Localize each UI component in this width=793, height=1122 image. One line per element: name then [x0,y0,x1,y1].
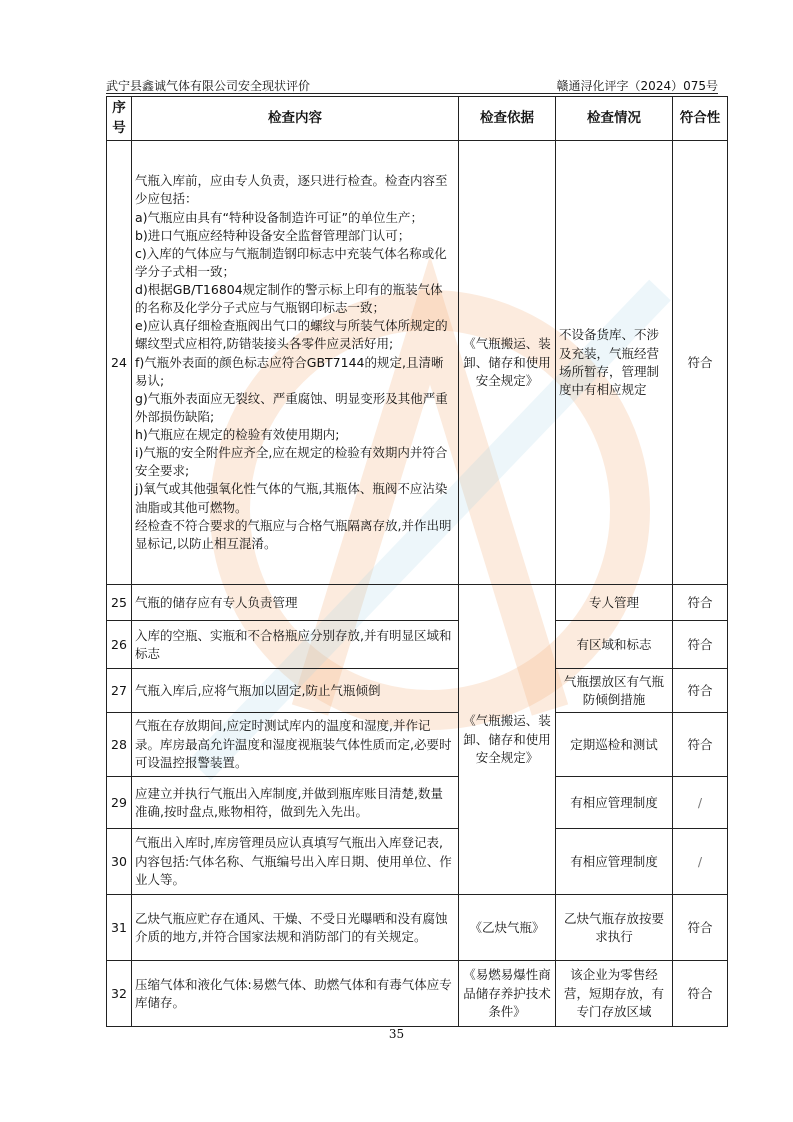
page-header [106,77,718,94]
row-result: 符合 [673,961,728,1027]
row-number: 31 [107,895,132,961]
row-content [132,141,459,585]
content-line: 经检查不符合要求的气瓶应与合格气瓶隔离存放,并作出明显标记,以防止相互混淆。 [135,517,452,551]
row-result: / [673,829,728,895]
col-header-basis: 检查依据 [459,97,556,141]
content-line: b)进口气瓶应经特种设备安全监督管理部门认可； [135,227,411,243]
row-number: 32 [107,961,132,1027]
content-line: f)气瓶外表面的颜色标志应符合GBT7144的规定,且清晰易认; [135,354,444,388]
header-report-number: 赣通浔化评字（2024）075号 [556,79,718,93]
table-row [107,829,728,895]
row-number: 25 [107,585,132,621]
col-header-result: 符合性 [673,97,728,141]
content-line: 气瓶入库前，应由专人负责，逐只进行检查。检查内容至少应包括： [135,173,448,207]
row-status: 有区域和标志 [556,621,673,669]
row-result: 符合 [673,141,728,585]
row-result: 符合 [673,621,728,669]
row-content: 气瓶入库后,应将气瓶加以固定,防止气瓶倾倒 [132,669,459,713]
row-number: 28 [107,713,132,777]
col-header-number: 序号 [107,97,132,141]
row-status: 气瓶摆放区有气瓶防倾倒措施 [556,669,673,713]
content-line: e)应认真仔细检查瓶阀出气口的螺纹与所装气体所规定的螺纹型式应相符,防错装接头各零件应灵活好用; [135,318,448,352]
page-number: 35 [388,1027,405,1041]
table-row [107,621,728,669]
table-row [107,895,728,961]
row-status: 有相应管理制度 [556,777,673,829]
content-line: a)气瓶应由具有“特种设备制造许可证”的单位生产； [135,209,423,225]
content-line: i)气瓶的安全附件应齐全,应在规定的检验有效期内并符合安全要求; [135,445,448,479]
row-status: 有相应管理制度 [556,829,673,895]
table-row [107,585,728,621]
content-line: c)入库的气体应与气瓶制造钢印标志中充装气体名称或化学分子式相一致； [135,245,447,279]
row-content: 入库的空瓶、实瓶和不合格瓶应分别存放,并有明显区域和标志 [132,621,459,669]
row-result: / [673,777,728,829]
row-basis: 《易燃易爆性商品储存养护技术条件》 [459,961,556,1027]
content-line: d)根据GB/T16804规定制作的警示标上印有的瓶装气体的名称及化学分子式应与气瓶钢印标志一致； [135,282,443,316]
row-content: 乙炔气瓶应贮存在通风、干燥、不受日光曝晒和没有腐蚀介质的地方,并符合国家法规和消防部门的有关规定。 [132,895,459,961]
table-row [107,777,728,829]
row-status: 定期巡检和测试 [556,713,673,777]
content-line: j)氧气或其他强氧化性气体的气瓶,其瓶体、瓶阀不应沾染油脂或其他可燃物。 [135,481,448,515]
row-number: 26 [107,621,132,669]
table-row [107,961,728,1027]
row-status: 不设备货库、不涉及充装，气瓶经营场所暂存，管理制度中有相应规定 [556,141,673,585]
row-status: 该企业为零售经营，短期存放，有专门存放区域 [556,961,673,1027]
row-status: 乙炔气瓶存放按要求执行 [556,895,673,961]
row-basis: 《气瓶搬运、装卸、储存和使用安全规定》 [459,585,556,895]
row-number: 24 [107,141,132,585]
row-basis: 《乙炔气瓶》 [459,895,556,961]
row-content: 气瓶出入库时,库房管理员应认真填写气瓶出入库登记表,内容包括:气体名称、气瓶编号出入库日期、使用单位、作业人等。 [132,829,459,895]
row-content: 压缩气体和液化气体:易燃气体、助燃气体和有毒气体应专库储存。 [132,961,459,1027]
row-content: 应建立并执行气瓶出入库制度,并做到瓶库账目清楚,数量准确,按时盘点,账物相符，做到先入先出。 [132,777,459,829]
inspection-table [106,96,728,1027]
row-number: 30 [107,829,132,895]
row-basis: 《气瓶搬运、装卸、储存和使用安全规定》 [459,141,556,585]
row-result: 符合 [673,713,728,777]
col-header-content: 检查内容 [132,97,459,141]
row-content: 气瓶的储存应有专人负责管理 [132,585,459,621]
row-status: 专人管理 [556,585,673,621]
table-row [107,141,728,585]
row-result: 符合 [673,895,728,961]
row-result: 符合 [673,585,728,621]
table-row [107,713,728,777]
col-header-status: 检查情况 [556,97,673,141]
row-content: 气瓶在存放期间,应定时测试库内的温度和湿度,并作记录。库房最高允许温度和湿度视瓶装气体性质而定,必要时可设温控报警装置。 [132,713,459,777]
content-line: g)气瓶外表面应无裂纹、严重腐蚀、明显变形及其他严重外部损伤缺陷; [135,390,448,424]
content-line: h)气瓶应在规定的检验有效使用期内; [135,427,340,443]
table-row [107,669,728,713]
row-result: 符合 [673,669,728,713]
table-header-row [107,97,728,141]
header-company: 武宁县鑫诚气体有限公司安全现状评价 [106,79,311,93]
row-number: 29 [107,777,132,829]
row-number: 27 [107,669,132,713]
